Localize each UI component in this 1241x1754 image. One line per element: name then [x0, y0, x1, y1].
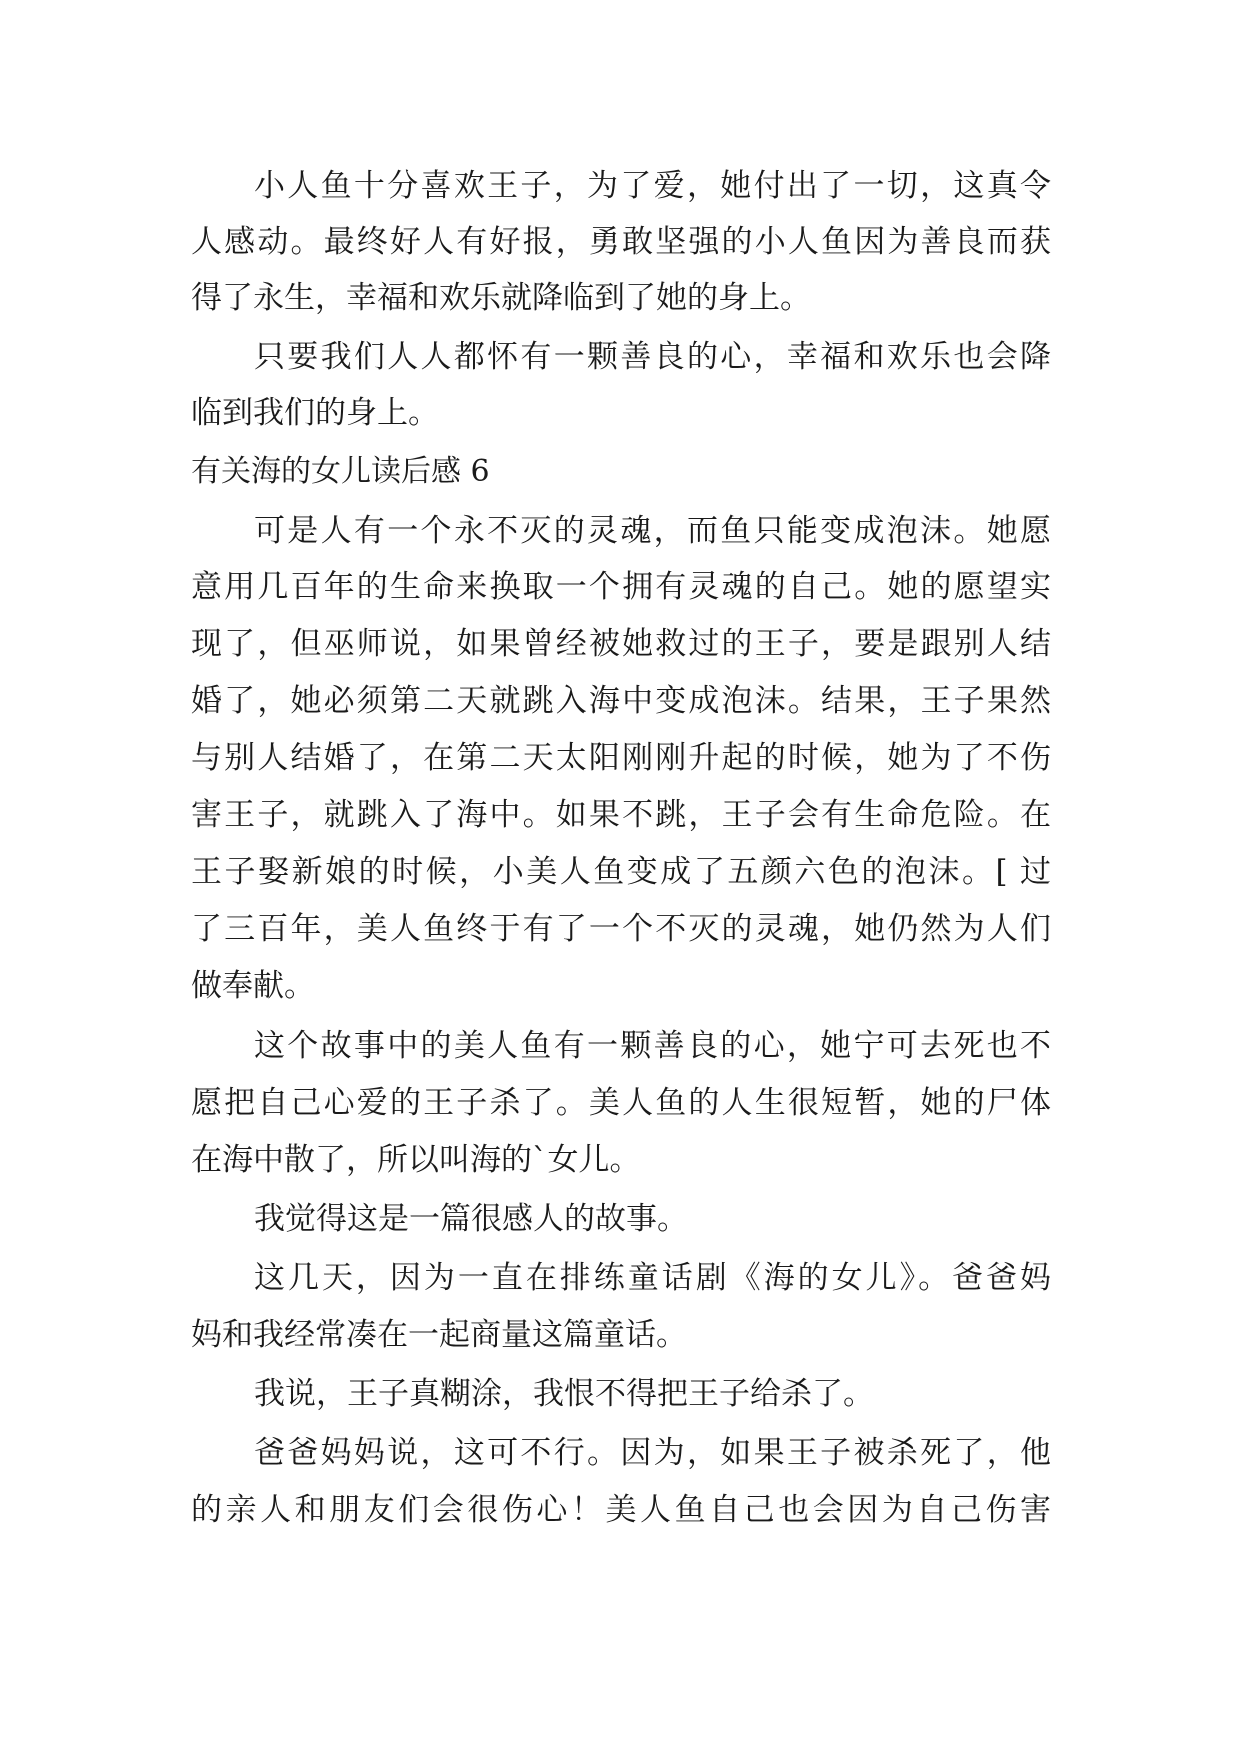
text-line: 了三百年，美人鱼终于有了一个不灭的灵魂，她仍然为人们: [191, 911, 1051, 947]
text-line: 做奉献。: [191, 968, 315, 1004]
text-line: 与别人结婚了，在第二天太阳刚刚升起的时候，她为了不伤: [191, 740, 1051, 776]
text-line: 这几天，因为一直在排练童话剧《海的女儿》。爸爸妈: [254, 1260, 1051, 1296]
text-line: 我觉得这是一篇很感人的故事。: [254, 1201, 688, 1237]
text-line: 我说，王子真糊涂，我恨不得把王子给杀了。: [254, 1376, 874, 1412]
text-line: 小人鱼十分喜欢王子，为了爱，她付出了一切，这真令: [254, 168, 1051, 204]
text-line: 只要我们人人都怀有一颗善良的心，幸福和欢乐也会降: [254, 339, 1051, 375]
text-line: 爸爸妈妈说，这可不行。因为，如果王子被杀死了，他: [254, 1435, 1051, 1471]
text-line: 害王子，就跳入了海中。如果不跳，王子会有生命危险。在: [191, 797, 1051, 833]
text-line: 得了永生，幸福和欢乐就降临到了她的身上。: [191, 280, 811, 316]
text-line: 可是人有一个永不灭的灵魂，而鱼只能变成泡沫。她愿: [254, 513, 1051, 549]
text-line: 现了，但巫师说，如果曾经被她救过的王子，要是跟别人结: [191, 626, 1051, 662]
text-line: 在海中散了，所以叫海的`女儿。: [191, 1142, 641, 1178]
text-line: 意用几百年的生命来换取一个拥有灵魂的自己。她的愿望实: [191, 569, 1051, 605]
text-line: 的亲人和朋友们会很伤心！美人鱼自己也会因为自己伤害: [191, 1492, 1051, 1528]
text-line: 妈和我经常凑在一起商量这篇童话。: [191, 1317, 687, 1353]
text-line: 人感动。最终好人有好报，勇敢坚强的小人鱼因为善良而获: [191, 224, 1051, 260]
text-line: 愿把自己心爱的王子杀了。美人鱼的人生很短暂，她的尸体: [191, 1085, 1051, 1121]
text-line: 临到我们的身上。: [191, 395, 439, 431]
text-line: 王子娶新娘的时候，小美人鱼变成了五颜六色的泡沫。[ 过: [191, 854, 1051, 890]
section-heading: 有关海的女儿读后感 6: [191, 454, 490, 489]
text-line: 婚了，她必须第二天就跳入海中变成泡沫。结果，王子果然: [191, 683, 1051, 719]
text-line: 这个故事中的美人鱼有一颗善良的心，她宁可去死也不: [254, 1028, 1051, 1064]
